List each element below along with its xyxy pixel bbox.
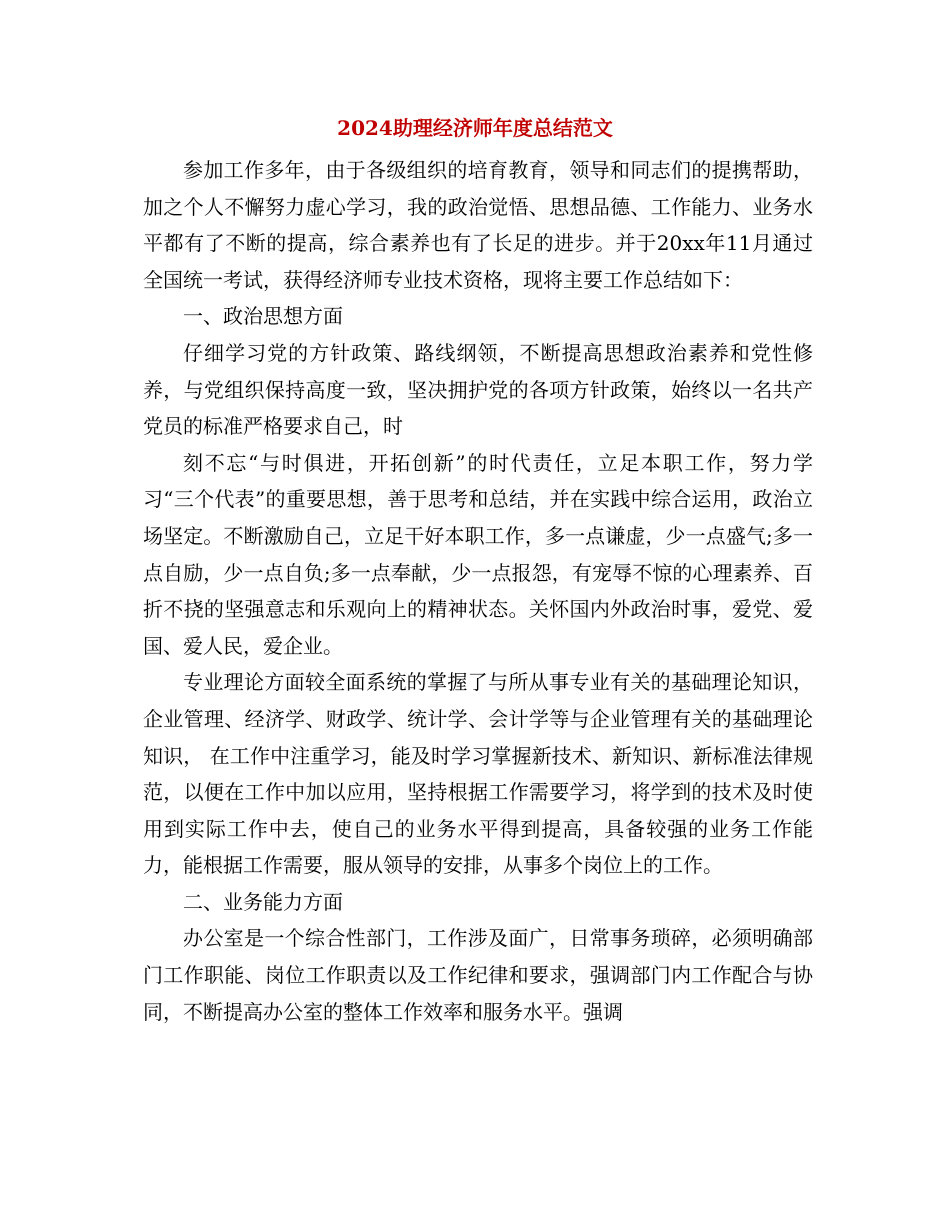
paragraph-theory: 专业理论方面较全面系统的掌握了与所从事专业有关的基础理论知识，企业管理、经济学、财政学、统计学、会计学等与企业管理有关的基础理论知识， 在工作中注重学习，能及时学习掌握新技术、新知识、新标准法律规范，以便在工作中加以应用，坚持根据工作需要学习，将学到的技术及时使用到实际工作中去，使自己的业务水平得到提高，具备较强的业务工作能力，能根据工作需要，服从领导的安排，从事多个岗位上的工作。: [143, 670, 813, 878]
paragraph-political-2: 刻不忘“与时俱进，开拓创新”的时代责任，立足本职工作，努力学习“三个代表”的重要思想，善于思考和总结，并在实践中综合运用，政治立场坚定。不断激励自己，立足干好本职工作，多一点谦虚，少一点盛气;多一点自励，少一点自负;多一点奉献，少一点报怨，有宠辱不惊的心理素养、百折不挠的坚强意志和乐观向上的精神状态。关怀国内外政治时事，爱党、爱国、爱人民，爱企业。: [143, 450, 813, 658]
paragraph-political-1: 仔细学习党的方针政策、路线纲领，不断提高思想政治素养和党性修养，与党组织保持高度一致，坚决拥护党的各项方针政策，始终以一名共产党员的标准严格要求自己，时: [143, 340, 813, 439]
paragraph-office: 办公室是一个综合性部门，工作涉及面广，日常事务琐碎，必须明确部门工作职能、岗位工作职责以及工作纪律和要求，强调部门内工作配合与协同，不断提高办公室的整体工作效率和服务水平。强调: [143, 926, 813, 1024]
section-heading-political: 一、政治思想方面: [183, 304, 343, 329]
paragraph-intro: 参加工作多年，由于各级组织的培育教育，领导和同志们的提携帮助，加之个人不懈努力虚心学习，我的政治觉悟、思想品德、工作能力、业务水平都有了不断的提高，综合素养也有了长足的进步。并于20xx年11月通过全国统一考试，获得经济师专业技术资格，现将主要工作总结如下：: [143, 158, 813, 292]
section-heading-business: 二、业务能力方面: [183, 889, 343, 914]
document-title: 2024助理经济师年度总结范文: [337, 116, 613, 140]
document-body: [143, 152, 813, 1030]
